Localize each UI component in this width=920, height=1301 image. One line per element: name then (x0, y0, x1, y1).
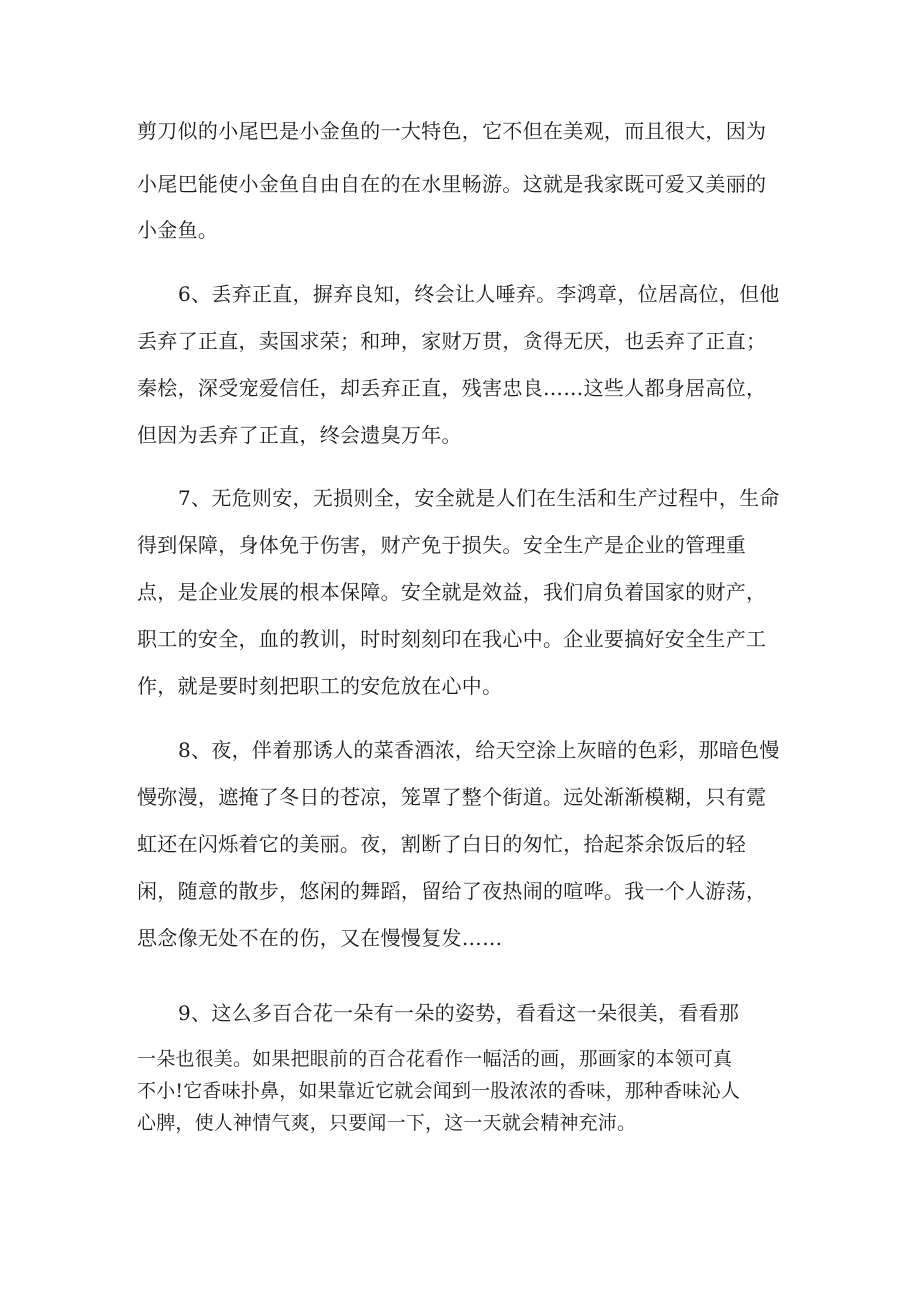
text-line: 秦桧，深受宠爱信任，却丢弃正直，残害忠良……这些人都身居高位， (137, 376, 767, 400)
text-line: 思念像无处不在的伤，又在慢慢复发…… (137, 926, 503, 950)
text-line: 9、这么多百合花一朵有一朵的姿势，看看这一朵很美，看看那 (178, 1001, 740, 1025)
text-line: 心脾，使人神情气爽，只要闻一下，这一天就会精神充沛。 (137, 1112, 637, 1134)
text-line: 丢弃了正直，卖国求荣；和珅，家财万贯，贪得无厌，也丢弃了正直； (137, 329, 767, 353)
text-line: 剪刀似的小尾巴是小金鱼的一大特色，它不但在美观，而且很大，因为 (137, 119, 767, 143)
text-line: 慢弥漫，遮掩了冬日的苍凉，笼罩了整个街道。远处渐渐模糊，只有霓 (137, 785, 767, 809)
text-line: 点，是企业发展的根本保障。安全就是效益，我们肩负着国家的财产， (137, 580, 767, 604)
text-line: 得到保障，身体免于伤害，财产免于损失。安全生产是企业的管理重 (137, 533, 746, 557)
text-line: 职工的安全，血的教训，时时刻刻印在我心中。企业要搞好安全生产工 (137, 627, 767, 651)
text-line: 6、丢弃正直，摒弃良知，终会让人唾弃。李鸿章，位居高位，但他 (178, 282, 780, 306)
text-line: 8、夜，伴着那诱人的菜香酒浓，给天空涂上灰暗的色彩，那暗色慢 (178, 738, 780, 762)
text-line: 闲，随意的散步，悠闲的舞蹈，留给了夜热闹的喧哗。我一个人游荡， (137, 879, 767, 903)
text-line: 7、无危则安，无损则全，安全就是人们在生活和生产过程中，生命 (178, 486, 780, 510)
text-line: 一朵也很美。如果把眼前的百合花看作一幅活的画，那画家的本领可真 (137, 1048, 733, 1070)
text-line: 作，就是要时刻把职工的安危放在心中。 (137, 674, 503, 698)
text-line: 但因为丢弃了正直，终会遗臭万年。 (137, 423, 462, 447)
text-line: 小金鱼。 (137, 218, 219, 242)
text-line: 虹还在闪烁着它的美丽。夜，割断了白日的匆忙，拾起茶余饭后的轻 (137, 832, 746, 856)
text-line: 不小!它香味扑鼻，如果靠近它就会闻到一股浓浓的香味，那种香味沁人 (137, 1080, 741, 1102)
text-line: 小尾巴能使小金鱼自由自在的在水里畅游。这就是我家既可爱又美丽的 (137, 172, 767, 196)
